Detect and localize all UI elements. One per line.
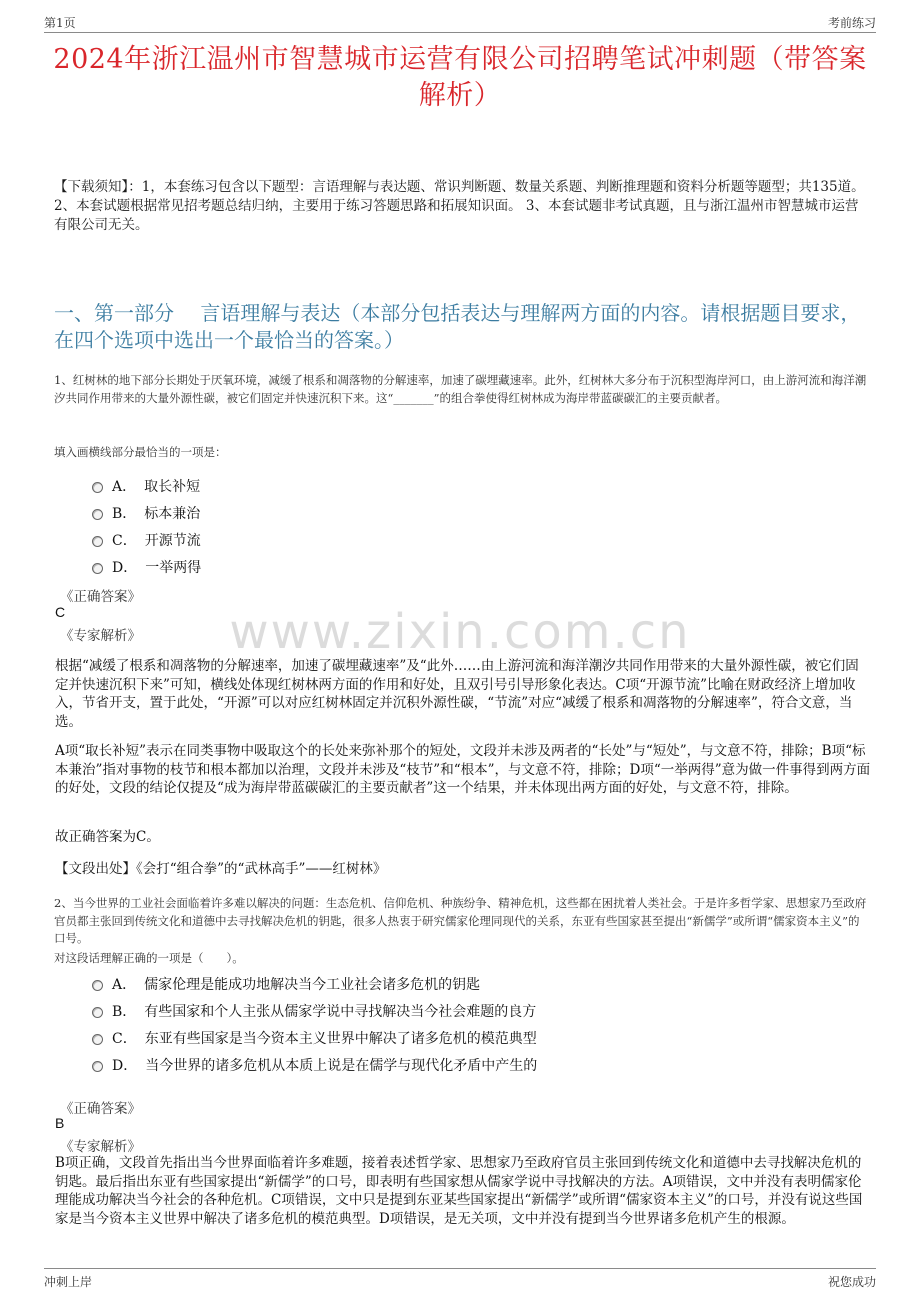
analysis-label: 《专家解析》	[60, 628, 141, 644]
question-2-options	[92, 970, 537, 1078]
question-1-options	[92, 472, 201, 580]
radio-icon[interactable]	[92, 1061, 103, 1072]
question-1-stem: 1、红树林的地下部分长期处于厌氧环境，减缓了根系和凋落物的分解速率，加速了碳埋藏速率。此外，红树林大多分布于沉积型海岸河口，由上游河流和海洋潮汐共同作用带来的大量外源性碳，被它们固定并快速沉积下来。这“_______”的组合拳使得红树林成为海岸带蓝碳碳汇的主要贡献者。	[54, 373, 867, 405]
radio-icon[interactable]	[92, 563, 103, 574]
radio-icon[interactable]	[92, 536, 103, 547]
answer-label: 《正确答案》	[60, 589, 141, 605]
footer-right: 祝您成功	[827, 1275, 876, 1289]
watermark: www.zixin.com.cn	[229, 604, 691, 660]
answer-label: 《正确答案》	[60, 1101, 141, 1117]
section-heading: 一、第一部分 言语理解与表达（本部分包括表达与理解两方面的内容。请根据题目要求，在四个选项中选出一个最恰当的答案。）	[54, 301, 861, 352]
page-header	[44, 12, 876, 33]
option-b[interactable]: B． 标本兼治	[92, 499, 201, 526]
option-d[interactable]: D． 一举两得	[92, 553, 201, 580]
analysis-paragraph: A项“取长补短”表示在同类事物中吸取这个的长处来弥补那个的短处，文段并未涉及两者的“长处”与“短处”，与文意不符，排除；B项“标本兼治”指对事物的枝节和根本都加以治理，文段并未涉及“枝节”和“根本”，与文意不符，排除；D项“一举两得”意为做一件事得到两方面的好处，文段的结论仅提及“成为海岸带蓝碳碳汇的主要贡献者”这一个结果，并未体现出两方面的好处，与文意不符，排除。	[55, 743, 871, 796]
page-footer	[44, 1268, 876, 1291]
radio-icon[interactable]	[92, 1034, 103, 1045]
option-b[interactable]: B． 有些国家和个人主张从儒家学说中寻找解决当今社会难题的良方	[92, 997, 537, 1024]
document-title: 2024年浙江温州市智慧城市运营有限公司招聘笔试冲刺题（带答案解析）	[53, 44, 867, 111]
option-d[interactable]: D． 当今世界的诸多危机从本质上说是在儒学与现代化矛盾中产生的	[92, 1051, 537, 1078]
option-a[interactable]: A． 取长补短	[92, 472, 201, 499]
radio-icon[interactable]	[92, 482, 103, 493]
question-2-stem: 2、当今世界的工业社会面临着许多难以解决的问题：生态危机、信仰危机、种族纷争、精神危机，这些都在困扰着人类社会。于是许多哲学家、思想家乃至政府官员都主张回到传统文化和道德中去寻找解决危机的钥匙，很多人热衷于研究儒家伦理同现代的关系，东亚有些国家甚至提出“新儒学”或所谓“儒家资本主义”的口号。	[54, 896, 867, 945]
source-citation: 【文段出处】《会打“组合拳”的“武林高手”——红树林》	[55, 861, 387, 877]
question-1-prompt: 填入画横线部分最恰当的一项是：	[54, 445, 227, 459]
analysis-label: 《专家解析》	[60, 1139, 141, 1155]
page-number: 第1页	[44, 16, 76, 30]
question-2-prompt: 对这段话理解正确的一项是（ ）。	[54, 951, 244, 965]
option-c[interactable]: C． 开源节流	[92, 526, 201, 553]
header-tag: 考前练习	[827, 16, 876, 30]
analysis-paragraph: 根据“减缓了根系和凋落物的分解速率，加速了碳埋藏速率”及“此外……由上游河流和海洋潮汐共同作用带来的大量外源性碳，被它们固定并快速沉积下来”可知，横线处体现红树林两方面的作用和好处，且双引号引导形象化表达。C项“开源节流”比喻在财政经济上增加收入，节省开支，置于此处，“开源”可以对应红树林固定并沉积外源性碳，“节流”对应“减缓了根系和凋落物的分解速率”，符合文意，当选。	[55, 658, 859, 730]
option-a[interactable]: A． 儒家伦理是能成功地解决当今工业社会诸多危机的钥匙	[92, 970, 537, 997]
analysis-paragraph: B项正确，文段首先指出当今世界面临着许多难题，接着表述哲学家、思想家乃至政府官员主张回到传统文化和道德中去寻找解决危机的钥匙。最后指出东亚有些国家提出“新儒学”的口号，即表明有些国家想从儒家学说中寻找解决的方法。A项错误，文中并没有表明儒家伦理能成功解决当今社会的各种危机。C项错误，文中只是提到东亚某些国家提出“新儒学”或所谓“儒家资本主义”的口号，并没有说这些国家是当今资本主义世界中解决了诸多危机的模范典型。D项错误，是无关项，文中并没有提到当今世界诸多危机产生的根源。	[55, 1155, 863, 1227]
option-c[interactable]: C． 东亚有些国家是当今资本主义世界中解决了诸多危机的模范典型	[92, 1024, 537, 1051]
footer-left: 冲刺上岸	[44, 1275, 93, 1289]
analysis-conclusion: 故正确答案为C。	[55, 829, 160, 845]
answer-value: B	[55, 1115, 65, 1131]
radio-icon[interactable]	[92, 980, 103, 991]
radio-icon[interactable]	[92, 509, 103, 520]
download-notice: 【下载须知】：1，本套练习包含以下题型：言语理解与表达题、常识判断题、数量关系题、判断推理题和资料分析题等题型；共135道。 2、本套试题根据常见招考题总结归纳，主要用于练习答题思路和拓展知识面。 3、本套试题非考试真题，且与浙江温州市智慧城市运营有限公司无关。	[54, 179, 865, 233]
radio-icon[interactable]	[92, 1007, 103, 1018]
answer-value: C	[55, 604, 66, 620]
